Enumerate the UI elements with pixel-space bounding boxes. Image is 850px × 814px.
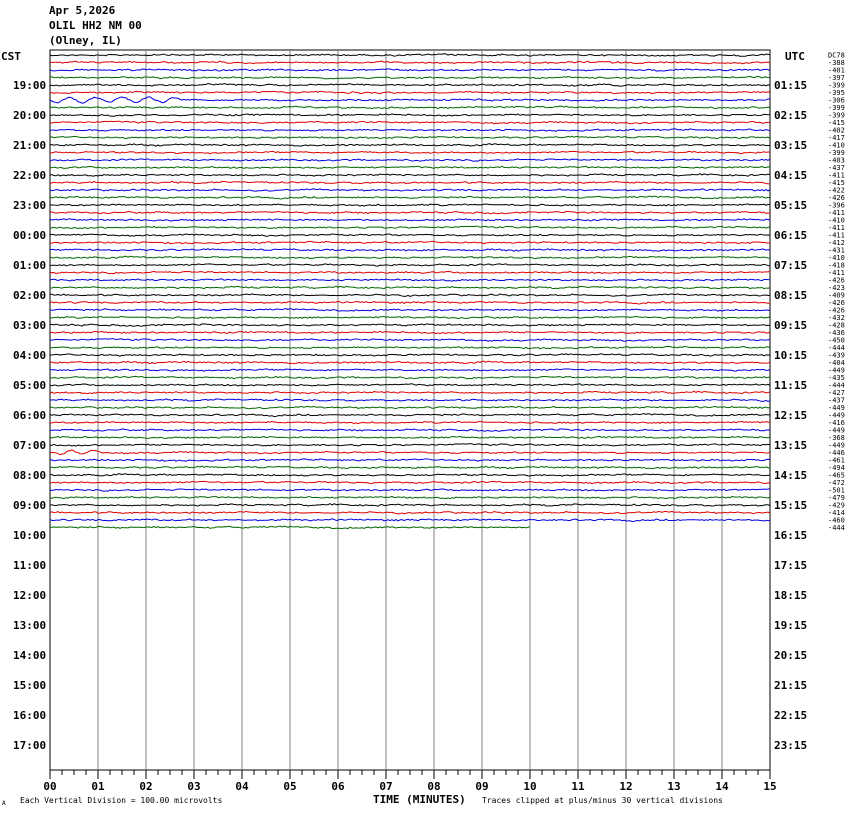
trace-33 [50, 301, 770, 304]
left-hour-label: 22:00 [13, 169, 47, 182]
trace-offset-label: -415 [828, 179, 845, 187]
right-hour-label: 23:15 [774, 739, 808, 752]
right-hour-label: 01:15 [774, 79, 808, 92]
trace-offset-label: -444 [828, 344, 845, 352]
trace-43 [50, 376, 770, 378]
left-hour-label: 04:00 [13, 349, 47, 362]
right-hour-label: 07:15 [774, 259, 808, 272]
trace-offset-label: -399 [828, 111, 845, 120]
right-hour-label: 05:15 [774, 199, 808, 212]
trace-47 [50, 406, 770, 408]
trace-offset-label: -449 [828, 411, 845, 420]
trace-56 [50, 474, 770, 476]
scale-note: Each Vertical Division = 100.00 microvolts [20, 796, 223, 805]
trace-offset-label: -449 [828, 426, 845, 435]
trace-offset-label: -403 [828, 156, 845, 165]
trace-15 [50, 166, 770, 168]
trace-21 [50, 211, 770, 213]
left-hour-label: 12:00 [13, 589, 47, 602]
trace-offset-label: -435 [828, 374, 845, 382]
trace-35 [50, 316, 770, 318]
trace-offset-label: -426 [828, 306, 845, 315]
trace-offset-label: -411 [828, 209, 845, 217]
trace-offset-label: -465 [828, 471, 845, 480]
trace-28 [50, 264, 770, 266]
x-tick-label: 02 [139, 780, 153, 793]
trace-3 [50, 76, 770, 79]
left-hour-label: 14:00 [13, 649, 47, 662]
trace-54 [50, 459, 770, 461]
trace-51 [50, 436, 770, 438]
trace-37 [50, 331, 770, 333]
right-hour-label: 19:15 [774, 619, 808, 632]
trace-29 [50, 271, 770, 273]
trace-44 [50, 384, 770, 386]
trace-offset-label: -415 [828, 119, 845, 127]
trace-offset-label: -399 [828, 81, 845, 90]
trace-4 [50, 83, 770, 86]
left-hour-label: 21:00 [13, 139, 47, 152]
trace-49 [50, 421, 770, 423]
trace-offset-label: -436 [828, 329, 845, 337]
x-tick-label: 08 [427, 780, 441, 793]
trace-offset-label: -479 [828, 494, 845, 502]
right-hour-label: 03:15 [774, 139, 808, 152]
x-tick-label: 04 [235, 780, 249, 793]
trace-offset-label: -306 [828, 96, 845, 105]
trace-18 [50, 189, 770, 191]
trace-offset-label: -399 [828, 104, 845, 112]
trace-0 [50, 54, 770, 57]
trace-34 [50, 309, 770, 312]
trace-19 [50, 196, 770, 199]
left-timezone-label: CST [1, 50, 21, 63]
station-location: (Olney, IL) [49, 34, 122, 47]
trace-offset-label: -404 [828, 359, 845, 367]
trace-45 [50, 391, 770, 394]
trace-offset-label: -422 [828, 186, 845, 195]
x-tick-label: 01 [91, 780, 105, 793]
trace-58 [50, 489, 770, 491]
left-hour-label: 09:00 [13, 499, 47, 512]
trace-38 [50, 339, 770, 342]
trace-13 [50, 151, 770, 154]
x-tick-label: 05 [283, 780, 297, 793]
x-tick-label: 03 [187, 780, 201, 793]
trace-55 [50, 466, 770, 469]
x-axis-title: TIME (MINUTES) [373, 793, 466, 806]
trace-offset-label: -410 [828, 254, 845, 262]
trace-31 [50, 286, 770, 289]
left-hour-label: 19:00 [13, 79, 47, 92]
trace-offset-label: -449 [828, 404, 845, 412]
left-hour-label: 11:00 [13, 559, 47, 572]
right-hour-label: 21:15 [774, 679, 808, 692]
x-tick-label: 07 [379, 780, 393, 793]
trace-offset-labels [828, 52, 845, 533]
trace-offset-label: -423 [828, 284, 845, 292]
trace-offset-label: -449 [828, 366, 845, 375]
trace-offset-label: -401 [828, 66, 845, 75]
trace-offset-label: -411 [828, 224, 845, 232]
trace-61 [50, 511, 770, 514]
trace-40 [50, 354, 770, 357]
trace-offset-label: -427 [828, 389, 845, 397]
trace-offset-label: -410 [828, 216, 845, 225]
trace-23 [50, 226, 770, 228]
trace-9 [50, 121, 770, 124]
left-hour-label: 15:00 [13, 679, 47, 692]
left-hour-label: 06:00 [13, 409, 47, 422]
trace-26 [50, 249, 770, 252]
trace-offset-label: -450 [828, 336, 845, 345]
trace-42 [50, 369, 770, 372]
seismic-traces [50, 54, 770, 529]
station-code: OLIL HH2 NM 00 [49, 19, 142, 32]
trace-52 [50, 444, 770, 446]
right-timezone-label: UTC [785, 50, 805, 63]
trace-39 [50, 346, 770, 348]
trace-17 [50, 181, 770, 184]
trace-1 [50, 61, 770, 64]
trace-46 [50, 399, 770, 402]
trace-offset-label: -444 [828, 524, 845, 532]
x-tick-label: 00 [43, 780, 57, 793]
trace-57 [50, 481, 770, 483]
left-hour-label: 16:00 [13, 709, 47, 722]
trace-offset-label: -426 [828, 276, 845, 285]
right-hour-label: 20:15 [774, 649, 808, 662]
right-hour-label: 17:15 [774, 559, 808, 572]
trace-offset-label: -399 [828, 149, 845, 157]
trace-6 [50, 97, 770, 103]
trace-offset-label: -460 [828, 516, 845, 525]
trace-offset-label: -418 [828, 261, 845, 270]
clip-note: Traces clipped at plus/minus 30 vertical divisions [482, 796, 723, 805]
trace-offset-label: -411 [828, 171, 845, 180]
trace-offset-label: -494 [828, 464, 845, 472]
trace-59 [50, 496, 770, 498]
trace-20 [50, 204, 770, 206]
right-hour-label: 15:15 [774, 499, 808, 512]
trace-offset-label: -429 [828, 501, 845, 510]
right-hour-label: 06:15 [774, 229, 808, 242]
left-hour-label: 02:00 [13, 289, 47, 302]
left-hour-label: 01:00 [13, 259, 47, 272]
left-hour-label: 03:00 [13, 319, 47, 332]
plot-frame [50, 50, 770, 770]
left-hour-label: 00:00 [13, 229, 47, 242]
trace-32 [50, 294, 770, 297]
right-hour-label: 14:15 [774, 469, 808, 482]
trace-8 [50, 114, 770, 117]
right-hour-label: 11:15 [774, 379, 808, 392]
trace-offset-label: -402 [828, 126, 845, 135]
trace-10 [50, 129, 770, 131]
trace-offset-label: -417 [828, 134, 845, 142]
trace-offset-label: DC78 [828, 51, 845, 60]
left-hour-label: 17:00 [13, 739, 47, 752]
trace-offset-label: -472 [828, 479, 845, 487]
right-hour-label: 12:15 [774, 409, 808, 422]
trace-48 [50, 414, 770, 417]
trace-7 [50, 106, 770, 109]
trace-11 [50, 136, 770, 139]
trace-offset-label: -412 [828, 239, 845, 247]
right-hour-label: 02:15 [774, 109, 808, 122]
trace-offset-label: -449 [828, 441, 845, 450]
trace-offset-label: -414 [828, 509, 845, 517]
trace-30 [50, 279, 770, 281]
trace-offset-label: -411 [828, 231, 845, 240]
trace-50 [50, 429, 770, 431]
trace-24 [50, 234, 770, 237]
trace-14 [50, 159, 770, 161]
trace-offset-label: -411 [828, 269, 845, 277]
trace-53 [50, 450, 770, 455]
x-tick-label: 12 [619, 780, 633, 793]
trace-25 [50, 241, 770, 243]
right-hour-label: 13:15 [774, 439, 808, 452]
left-hour-label: 07:00 [13, 439, 47, 452]
x-tick-label: 13 [667, 780, 681, 793]
x-tick-label: 14 [715, 780, 729, 793]
x-tick-label: 06 [331, 780, 345, 793]
left-hour-label: 20:00 [13, 109, 47, 122]
trace-36 [50, 324, 770, 326]
corner-mark: A [2, 800, 6, 807]
trace-offset-label: -395 [828, 89, 845, 97]
left-hour-label: 23:00 [13, 199, 47, 212]
trace-offset-label: -446 [828, 449, 845, 457]
minute-gridlines [50, 50, 770, 770]
x-tick-label: 15 [763, 780, 777, 793]
trace-offset-label: -397 [828, 74, 845, 82]
time-axis [43, 770, 776, 793]
trace-offset-label: -439 [828, 351, 845, 360]
trace-offset-label: -432 [828, 314, 845, 322]
x-tick-label: 09 [475, 780, 489, 793]
trace-offset-label: -416 [828, 419, 845, 427]
trace-offset-label: -388 [828, 59, 845, 67]
right-hour-label: 10:15 [774, 349, 808, 362]
right-hour-label: 08:15 [774, 289, 808, 302]
trace-offset-label: -431 [828, 246, 845, 255]
x-tick-label: 10 [523, 780, 537, 793]
trace-offset-label: -410 [828, 141, 845, 150]
trace-offset-label: -444 [828, 381, 845, 390]
x-tick-label: 11 [571, 780, 585, 793]
right-hour-label: 09:15 [774, 319, 808, 332]
trace-22 [50, 219, 770, 221]
trace-12 [50, 144, 770, 147]
trace-offset-label: -409 [828, 291, 845, 300]
trace-offset-label: -426 [828, 299, 845, 307]
trace-41 [50, 361, 770, 364]
trace-offset-label: -368 [828, 434, 845, 442]
trace-27 [50, 256, 770, 258]
chart-date: Apr 5,2026 [49, 4, 116, 17]
left-hour-label: 13:00 [13, 619, 47, 632]
right-hour-label: 04:15 [774, 169, 808, 182]
trace-offset-label: -437 [828, 396, 845, 405]
trace-16 [50, 174, 770, 177]
right-hour-label: 18:15 [774, 589, 808, 602]
trace-offset-label: -501 [828, 486, 845, 495]
trace-2 [50, 69, 770, 71]
left-hour-label: 05:00 [13, 379, 47, 392]
trace-offset-label: -461 [828, 456, 845, 465]
trace-offset-label: -426 [828, 194, 845, 202]
right-hour-label: 16:15 [774, 529, 808, 542]
trace-offset-label: -428 [828, 321, 845, 330]
right-hour-label: 22:15 [774, 709, 808, 722]
trace-5 [50, 91, 770, 94]
left-hour-label: 08:00 [13, 469, 47, 482]
trace-60 [50, 504, 770, 507]
trace-offset-label: -437 [828, 164, 845, 172]
left-hour-label: 10:00 [13, 529, 47, 542]
trace-offset-label: -396 [828, 201, 845, 210]
trace-62 [50, 519, 770, 522]
